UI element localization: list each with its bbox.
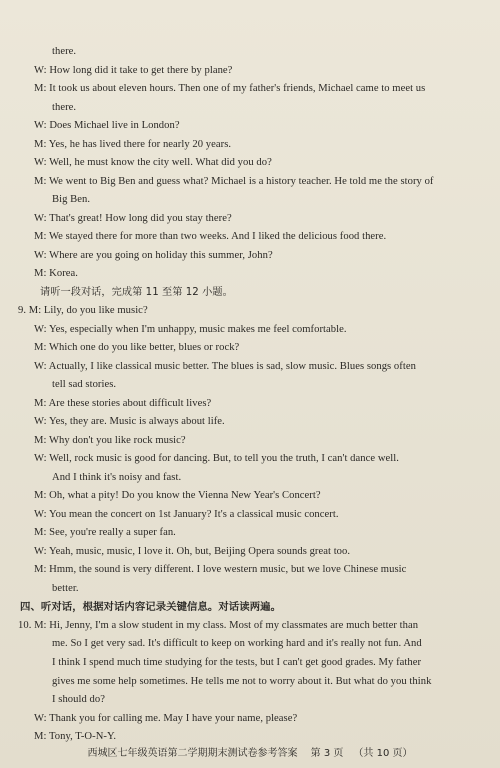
text-line: M: Oh, what a pity! Do you know the Vienna New Year's Concert? [34, 490, 321, 502]
text-line: W: Thank you for calling me. May I have your name, please? [34, 712, 298, 724]
text-line: there. [52, 101, 77, 113]
text-line: M: Hmm, the sound is very different. I love western music, but we love Chinese music [34, 564, 407, 576]
text-line: there. [52, 46, 77, 57]
text-line: And I think it's noisy and fast. [52, 471, 182, 483]
text-line: M: Which one do you like better, blues or rock? [34, 342, 240, 354]
text-line: W: Yes, they are. Music is always about life. [34, 416, 225, 428]
text-line: I think I spend much time studying for the tests, but I can't get good grades. My father [52, 656, 422, 668]
text-line: W: How long did it take to get there by plane? [34, 64, 233, 76]
text-line: M: Korea. [34, 268, 78, 280]
text-line: M: Are these stories about difficult lives? [34, 397, 212, 409]
text-line: M: It took us about eleven hours. Then one of my father's friends, Michael came to meet us [34, 83, 426, 94]
text-line: W: Where are you going on holiday this summer, John? [34, 249, 273, 261]
text-line: me. So I get very sad. It's difficult to keep on working hard and it's really not fun. And [52, 638, 422, 650]
instruction-line: 请听一段对话，完成第 11 至第 12 小题。 [40, 286, 233, 298]
text-line: M: Tony, T-O-N-Y. [34, 731, 117, 742]
text-line: better. [52, 582, 79, 594]
text-line: M: Yes, he has lived there for nearly 20 years. [34, 138, 232, 150]
footer-total: （共 10 页） [353, 748, 413, 759]
section-heading: 四、听对话，根据对话内容记录关键信息。对话读两遍。 [20, 601, 282, 614]
text-line: M: We went to Big Ben and guess what? Michael is a history teacher. He told me the story of [34, 175, 434, 187]
footer-title: 西城区七年级英语第二学期期末测试卷参考答案 [87, 748, 298, 759]
text-line: W: You mean the concert on 1st January? It's a classical music concert. [34, 508, 339, 520]
text-line: W: Yes, especially when I'm unhappy, music makes me feel comfortable. [34, 323, 347, 335]
text-line: W: Well, he must know the city well. What did you do? [34, 157, 272, 169]
text-line: 10. M: Hi, Jenny, I'm a slow student in my class. Most of my classmates are much better than [18, 619, 419, 631]
page-footer [0, 744, 500, 759]
text-line: W: Actually, I like classical music better. The blues is sad, slow music. Blues songs often [34, 360, 416, 372]
text-line: Big Ben. [52, 194, 91, 206]
text-line: gives me some help sometimes. He tells me not to worry about it. But what do you think [52, 675, 432, 687]
text-line: W: Yeah, music, music, I love it. Oh, but, Beijing Opera sounds great too. [34, 545, 351, 557]
text-line: M: Why don't you like rock music? [34, 434, 186, 446]
text-line: W: That's great! How long did you stay there? [34, 212, 232, 224]
footer-page: 第 3 页 [310, 748, 344, 759]
text-line: M: See, you're really a super fan. [34, 527, 176, 539]
text-line: M: We stayed there for more than two weeks. And I liked the delicious food there. [34, 231, 387, 243]
text-line: tell sad stories. [52, 379, 117, 391]
text-line: W: Does Michael live in London? [34, 120, 180, 132]
text-line: I should do? [52, 694, 105, 705]
text-line: W: Well, rock music is good for dancing. But, to tell you the truth, I can't dance well. [34, 453, 399, 465]
text-line: 9. M: Lily, do you like music? [18, 305, 148, 317]
